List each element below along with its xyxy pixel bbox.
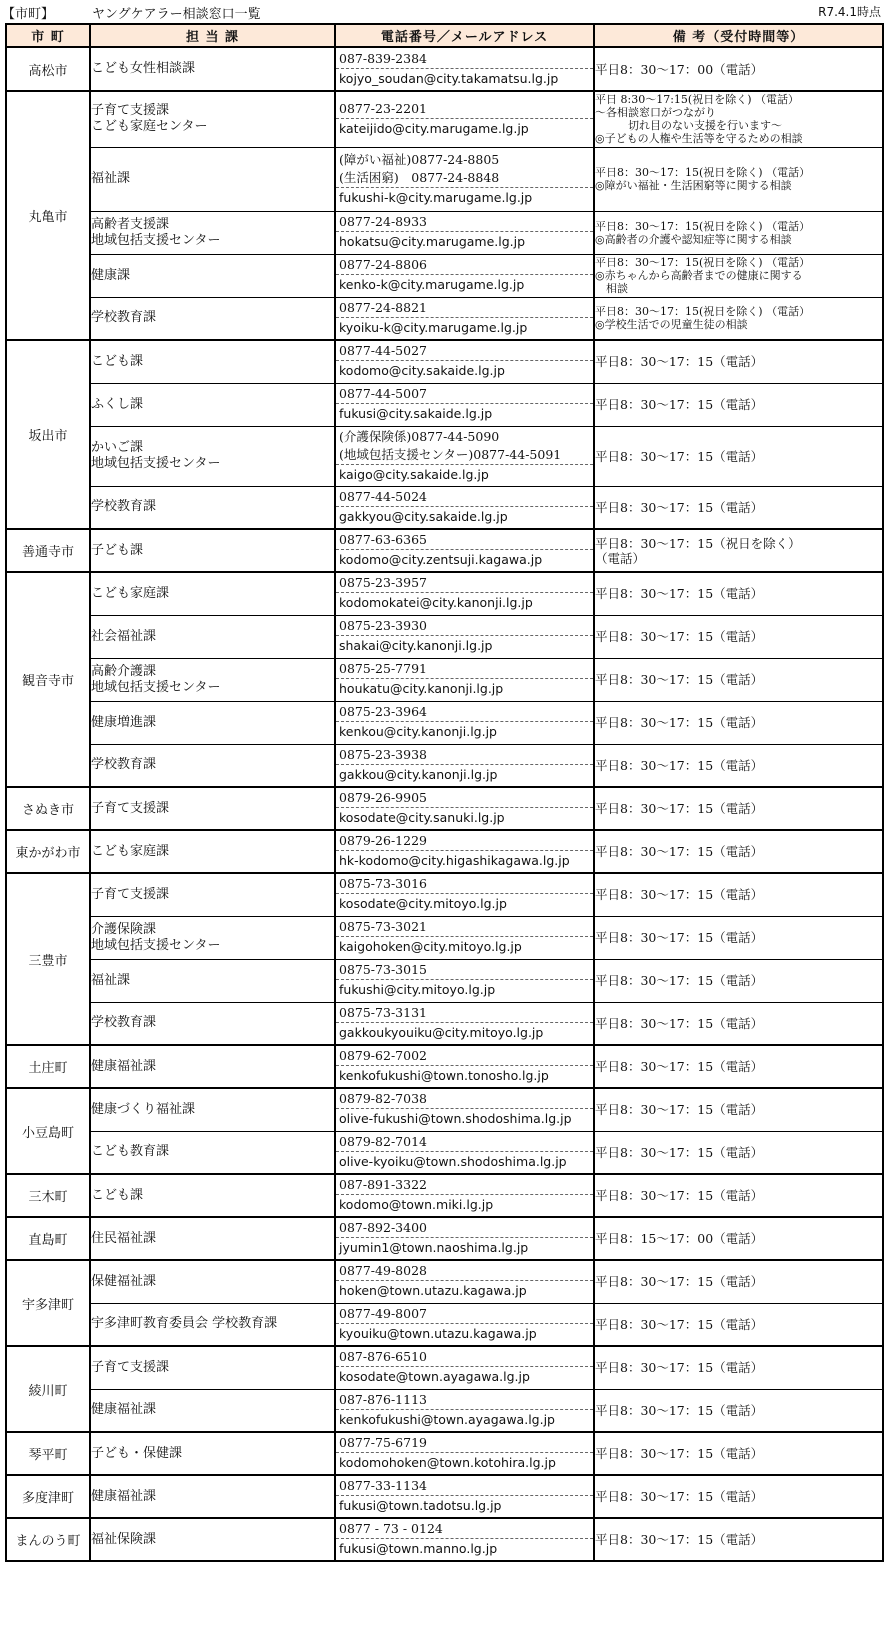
email-address[interactable]: fukusi@town.manno.lg.jp [339,1541,498,1556]
phone-number: 0877-63-6365 [336,531,593,550]
table-row [6,1131,883,1174]
table-row [6,916,883,959]
phone-number: 0875-23-3938 [336,746,593,765]
department-name: 健康づくり福祉課 [90,1088,335,1131]
email-address[interactable]: houkatu@city.kanonji.lg.jp [339,681,504,696]
table-row [6,147,883,211]
table-row [6,211,883,254]
department-name: こども教育課 [90,1131,335,1174]
contact-cell [335,1260,594,1303]
table-row [6,658,883,701]
email-address[interactable]: olive-kyoiku@town.shodoshima.lg.jp [339,1153,567,1169]
page-header [0,0,887,22]
table-row [6,572,883,615]
department-name: こども家庭課 [90,572,335,615]
department-name: 子育て支援課 [90,787,335,830]
department-name: 子育て支援課 [90,873,335,916]
phone-number: 087-892-3400 [336,1219,593,1238]
table-row [6,701,883,744]
email-address[interactable]: kosodate@city.sanuki.lg.jp [339,810,505,825]
reception-hours-note: 平日8：30～17：15(祝日を除く) （電話） ◎学校生活での児童生徒の相談 [594,297,883,340]
department-name: 健康福祉課 [90,1475,335,1518]
reception-hours-note: 平日8：30～17：15（電話） [594,1518,883,1561]
reception-hours-note: 平日8：30～17：15（電話） [594,1389,883,1432]
contact-cell [335,658,594,701]
column-header-contact: 電話番号／メールアドレス [335,24,594,47]
reception-hours-note: 平日8：30～17：15（電話） [594,1002,883,1045]
contact-cell [335,254,594,297]
table-row [6,1002,883,1045]
phone-number: 0877-33-1134 [336,1477,593,1496]
phone-number: 0875-73-3021 [336,918,593,937]
table-row [6,254,883,297]
reception-hours-note: 平日8：30～17：15（電話） [594,787,883,830]
reception-hours-note: 平日8：30～17：15（電話） [594,658,883,701]
contact-cell [335,1346,594,1389]
table-row [6,873,883,916]
table-row [6,959,883,1002]
phone-number: 0875-73-3016 [336,875,593,894]
phone-number: 0875-23-3957 [336,574,593,593]
city-name: 三豊市 [6,873,90,1045]
phone-number: 0879-26-1229 [336,832,593,851]
email-address[interactable]: kyouiku@town.utazu.kagawa.jp [339,1325,537,1341]
phone-number: 0877-44-5024 [336,488,593,507]
city-name: まんのう町 [6,1518,90,1561]
contact-cell [335,1475,594,1518]
email-address[interactable]: kodomo@city.sakaide.lg.jp [339,363,505,379]
reception-hours-note: 平日8：30～17：15（電話） [594,1260,883,1303]
department-name: ふくし課 [90,383,335,426]
reception-hours-note: 平日8：30～17：15（電話） [594,916,883,959]
contact-cell [335,1389,594,1432]
phone-number: 0877-24-8806 [336,256,593,275]
department-name: 子ども課 [90,529,335,572]
email-address[interactable]: kodomohoken@town.kotohira.lg.jp [339,1455,556,1470]
column-header-note: 備 考（受付時間等） [594,24,883,47]
department-name: 福祉課 [90,147,335,211]
reception-hours-note: 平日8：30～17：15（電話） [594,383,883,426]
contact-cell [335,787,594,830]
table-row [6,1045,883,1088]
table-row [6,830,883,873]
department-name: こども課 [90,1174,335,1217]
city-name: 小豆島町 [6,1088,90,1174]
email-address[interactable]: jyumin1@town.naoshima.lg.jp [339,1240,529,1255]
table-row [6,91,883,147]
as-of-date: R7.4.1時点 [818,5,881,19]
reception-hours-note: 平日8：30～17：15（電話） [594,615,883,658]
phone-number: 087-876-1113 [336,1391,593,1410]
phone-number: (障がい福祉)0877-24-8805 (生活困窮) 0877-24-8848 [336,151,593,188]
table-row [6,383,883,426]
reception-hours-note: 平日8：30～17：15（祝日を除く） （電話） [594,529,883,572]
email-address[interactable]: olive-fukushi@town.shodoshima.lg.jp [339,1111,572,1127]
table-body [6,47,883,1561]
city-name: 土庄町 [6,1045,90,1088]
reception-hours-note: 平日8：30～17：15(祝日を除く) （電話） ◎障がい福祉・生活困窮等に関する相談 [594,147,883,211]
contact-cell [335,1217,594,1260]
table-row [6,1217,883,1260]
table-row [6,1389,883,1432]
table-row [6,1303,883,1346]
reception-hours-note: 平日8：30～17：15（電話） [594,1346,883,1389]
email-address[interactable]: kenkofukushi@town.ayagawa.lg.jp [339,1411,555,1427]
contact-cell [335,1088,594,1131]
department-name: 宇多津町教育委員会 学校教育課 [90,1303,335,1346]
table-row [6,486,883,529]
phone-number: 0877 - 73 - 0124 [336,1520,593,1539]
phone-number: 0875-23-3930 [336,617,593,636]
phone-number: 0877-24-8821 [336,299,593,318]
table-row [6,340,883,383]
email-address[interactable]: kenko-k@city.marugame.lg.jp [339,277,525,292]
reception-hours-note: 平日8：30～17：15(祝日を除く) （電話） ◎赤ちゃんから高齢者までの健康に関する 相談 [594,254,883,297]
department-name: 健康福祉課 [90,1045,335,1088]
city-name: 高松市 [6,47,90,91]
contact-cell [335,1045,594,1088]
phone-number: 087-839-2384 [336,50,593,69]
email-address[interactable]: kaigo@city.sakaide.lg.jp [339,466,489,482]
department-name: かいご課 地域包括支援センター [90,426,335,486]
phone-number: 0875-23-3964 [336,703,593,722]
phone-number: 0879-82-7014 [336,1133,593,1152]
email-address[interactable]: kaigohoken@city.mitoyo.lg.jp [339,939,522,954]
phone-number: 087-876-6510 [336,1348,593,1367]
page-title: ヤングケアラー相談窓口一覧 [92,7,261,22]
table-row [6,1260,883,1303]
department-name: 介護保険課 地域包括支援センター [90,916,335,959]
table-row [6,744,883,787]
email-address[interactable]: fukusi@town.tadotsu.lg.jp [339,1498,502,1513]
reception-hours-note: 平日8：30～17：15（電話） [594,873,883,916]
department-name: 学校教育課 [90,744,335,787]
phone-number: 0877-75-6719 [336,1434,593,1453]
email-address[interactable]: kojyo_soudan@city.takamatsu.lg.jp [339,70,559,86]
table-row [6,1432,883,1475]
department-name: こども課 [90,340,335,383]
email-address[interactable]: gakkyou@city.sakaide.lg.jp [339,508,508,524]
phone-number: 0877-24-8933 [336,213,593,232]
department-name: 社会福祉課 [90,615,335,658]
contact-cell [335,211,594,254]
department-name: 高齢者支援課 地域包括支援センター [90,211,335,254]
email-address[interactable]: gakkou@city.kanonji.lg.jp [339,766,498,782]
table-row [6,1346,883,1389]
email-address[interactable]: kosodate@city.mitoyo.lg.jp [339,896,507,912]
category-tag: 【市町】 [2,7,55,22]
city-name: 坂出市 [6,340,90,529]
reception-hours-note: 平日8：30～17：15（電話） [594,572,883,615]
phone-number: 0875-25-7791 [336,660,593,679]
contact-cell [335,147,594,211]
department-name: 高齢介護課 地域包括支援センター [90,658,335,701]
table-row [6,1174,883,1217]
department-name: 保健福祉課 [90,1260,335,1303]
email-address[interactable]: kenkou@city.kanonji.lg.jp [339,724,497,739]
email-address[interactable]: gakkoukyouiku@city.mitoyo.lg.jp [339,1024,544,1040]
phone-number: 087-891-3322 [336,1176,593,1195]
email-address[interactable]: kosodate@town.ayagawa.lg.jp [339,1369,530,1385]
reception-hours-note: 平日8：30～17：15（電話） [594,744,883,787]
contact-cell [335,1131,594,1174]
reception-hours-note: 平日8：30～17：15(祝日を除く) （電話） ◎高齢者の介護や認知症等に関する相談 [594,211,883,254]
reception-hours-note: 平日8：30～17：15（電話） [594,1475,883,1518]
column-header-dept: 担 当 課 [90,24,335,47]
phone-number: 0879-26-9905 [336,789,593,808]
reception-hours-note: 平日8：30～17：15（電話） [594,1174,883,1217]
department-name: 子ども・保健課 [90,1432,335,1475]
contact-cell [335,1174,594,1217]
reception-hours-note: 平日8：30～17：15（電話） [594,340,883,383]
city-name: 丸亀市 [6,91,90,340]
reception-hours-note: 平日8：30～17：15（電話） [594,426,883,486]
contact-cell [335,1518,594,1561]
contact-cell [335,744,594,787]
department-name: 住民福祉課 [90,1217,335,1260]
consultation-table [5,23,884,1562]
contact-cell [335,615,594,658]
email-address[interactable]: hoken@town.utazu.kagawa.jp [339,1283,527,1299]
city-name: 多度津町 [6,1475,90,1518]
contact-cell [335,529,594,572]
department-name: 福祉保険課 [90,1518,335,1561]
department-name: 学校教育課 [90,1002,335,1045]
email-address[interactable]: fukushi@city.mitoyo.lg.jp [339,982,496,997]
table-row [6,1518,883,1561]
contact-cell [335,830,594,873]
reception-hours-note: 平日8：30～17：15（電話） [594,1131,883,1174]
reception-hours-note: 平日8：30～17：00（電話） [594,47,883,91]
contact-cell [335,340,594,383]
contact-cell [335,1303,594,1346]
contact-cell [335,701,594,744]
table-row [6,1475,883,1518]
contact-cell [335,486,594,529]
email-address[interactable]: kodomo@city.zentsuji.kagawa.jp [339,552,543,567]
reception-hours-note: 平日8：30～17：15（電話） [594,830,883,873]
department-name: 学校教育課 [90,297,335,340]
column-header-city: 市 町 [6,24,90,47]
reception-hours-note: 平日 8:30～17:15(祝日を除く) （電話） ～各相談窓口がつながり 切れ目のない支援を行います～ ◎子どもの人権や生活等を守るための相談 [594,91,883,147]
table-header-row [6,24,883,47]
email-address[interactable]: hokatsu@city.marugame.lg.jp [339,234,526,249]
reception-hours-note: 平日8：30～17：15（電話） [594,486,883,529]
city-name: 琴平町 [6,1432,90,1475]
contact-cell [335,1002,594,1045]
email-address[interactable]: kyoiku-k@city.marugame.lg.jp [339,319,528,335]
city-name: 直島町 [6,1217,90,1260]
email-address[interactable]: fukushi-k@city.marugame.lg.jp [339,189,533,205]
table-row [6,787,883,830]
department-name: こども女性相談課 [90,47,335,91]
table-row [6,297,883,340]
reception-hours-note: 平日8：30～17：15（電話） [594,1303,883,1346]
phone-number: 0879-82-7038 [336,1090,593,1109]
department-name: 学校教育課 [90,486,335,529]
email-address[interactable]: fukusi@city.sakaide.lg.jp [339,406,493,421]
department-name: 健康増進課 [90,701,335,744]
reception-hours-note: 平日8：15～17：00（電話） [594,1217,883,1260]
phone-number: 0875-73-3131 [336,1004,593,1023]
contact-cell [335,959,594,1002]
email-address[interactable]: kodomo@town.miki.lg.jp [339,1197,494,1212]
reception-hours-note: 平日8：30～17：15（電話） [594,1088,883,1131]
phone-number: 0877-44-5027 [336,342,593,361]
department-name: 福祉課 [90,959,335,1002]
reception-hours-note: 平日8：30～17：15（電話） [594,1045,883,1088]
table-row [6,529,883,572]
city-name: 東かがわ市 [6,830,90,873]
email-address[interactable]: hk-kodomo@city.higashikagawa.lg.jp [339,853,570,868]
table-row [6,426,883,486]
table-row [6,1088,883,1131]
phone-number: 0877-49-8028 [336,1262,593,1281]
city-name: さぬき市 [6,787,90,830]
phone-number: 0877-44-5007 [336,385,593,404]
phone-number: 0879-62-7002 [336,1047,593,1066]
phone-number: 0877-49-8007 [336,1305,593,1324]
email-address[interactable]: kodomokatei@city.kanonji.lg.jp [339,595,533,611]
department-name: 子育て支援課 [90,1346,335,1389]
contact-cell [335,383,594,426]
contact-cell [335,572,594,615]
contact-cell [335,1432,594,1475]
contact-cell [335,297,594,340]
contact-cell [335,91,594,147]
department-name: 子育て支援課 こども家庭センター [90,91,335,147]
reception-hours-note: 平日8：30～17：15（電話） [594,1432,883,1475]
department-name: 健康課 [90,254,335,297]
city-name: 観音寺市 [6,572,90,787]
contact-cell [335,873,594,916]
table-row [6,47,883,91]
department-name: 健康福祉課 [90,1389,335,1432]
city-name: 三木町 [6,1174,90,1217]
city-name: 宇多津町 [6,1260,90,1346]
reception-hours-note: 平日8：30～17：15（電話） [594,701,883,744]
phone-number: (介護保険係)0877-44-5090 (地域包括支援センター)0877-44-5091 [336,428,593,465]
table-row [6,615,883,658]
email-address[interactable]: kenkofukushi@town.tonosho.lg.jp [339,1068,549,1083]
phone-number: 0877-23-2201 [336,100,593,119]
contact-cell [335,426,594,486]
email-address[interactable]: kateijido@city.marugame.lg.jp [339,120,529,136]
contact-cell [335,916,594,959]
phone-number: 0875-73-3015 [336,961,593,980]
city-name: 善通寺市 [6,529,90,572]
contact-cell [335,47,594,91]
reception-hours-note: 平日8：30～17：15（電話） [594,959,883,1002]
city-name: 綾川町 [6,1346,90,1432]
department-name: こども家庭課 [90,830,335,873]
email-address[interactable]: shakai@city.kanonji.lg.jp [339,638,493,653]
